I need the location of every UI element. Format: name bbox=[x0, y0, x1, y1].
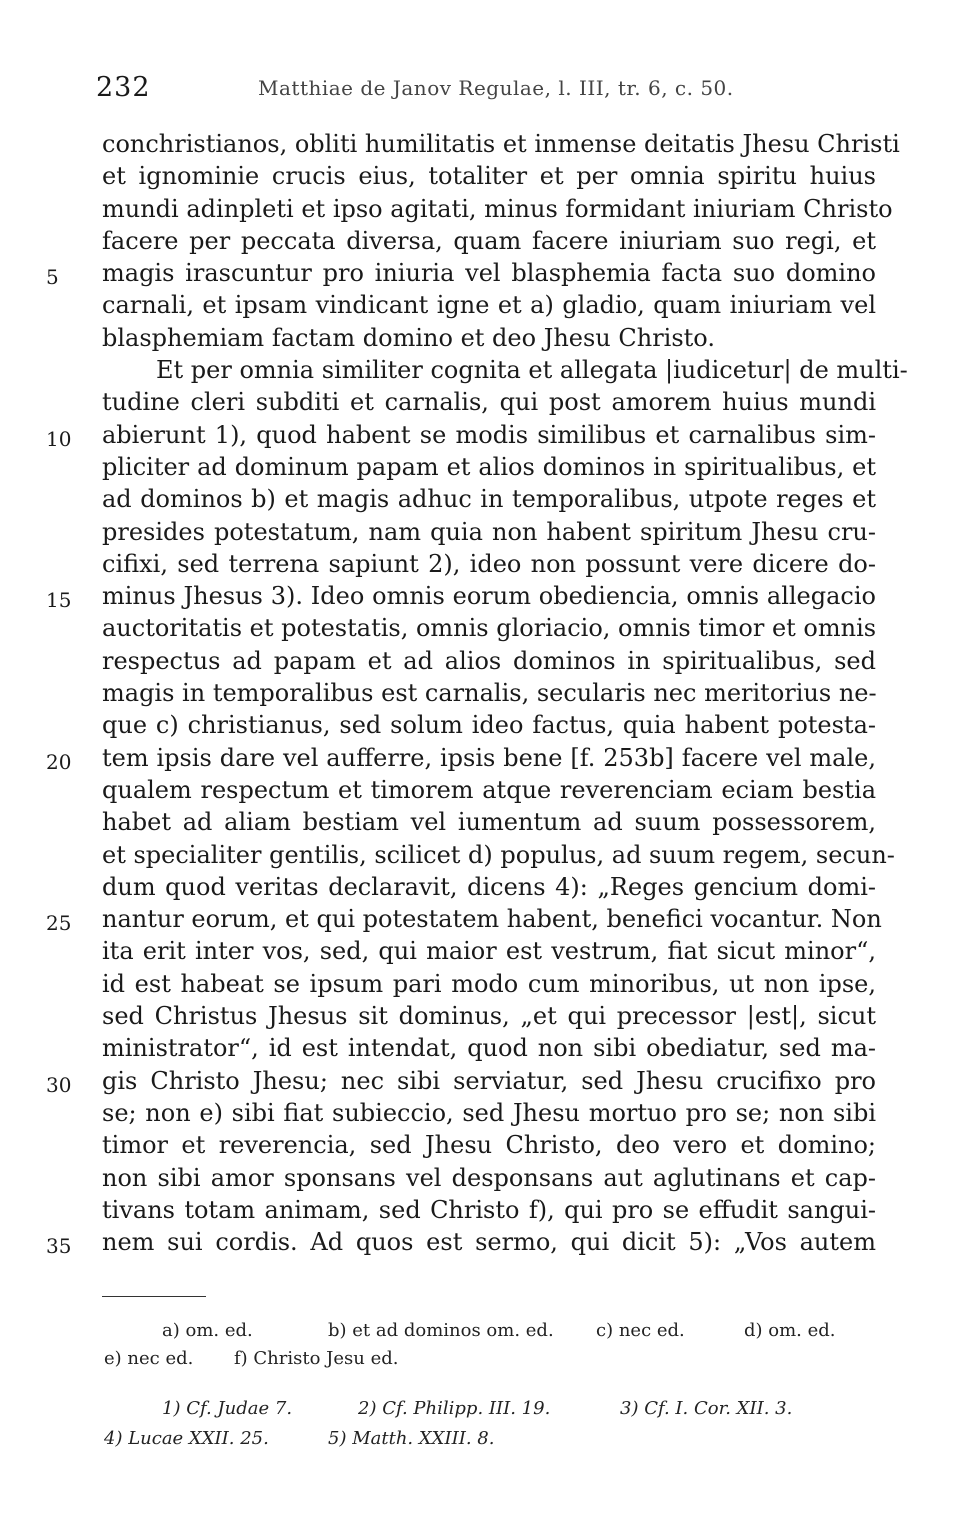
line-text: respectus ad papam et ad alios dominos in spiritualibus, sed bbox=[102, 646, 876, 675]
text-line bbox=[0, 935, 960, 967]
line-text: ita erit inter vos, sed, qui maior est vestrum, fiat sicut minor“, bbox=[102, 937, 876, 966]
source-note: 3) Cf. I. Cor. XII. 3. bbox=[620, 1398, 793, 1419]
text-line bbox=[0, 968, 960, 1000]
text-line bbox=[0, 548, 960, 580]
line-text: sed Christus Jhesus sit dominus, „et qui precessor |est|, sicut bbox=[102, 1002, 876, 1031]
text-line bbox=[0, 1032, 960, 1064]
line-text: ad dominos b) et magis adhuc in temporalibus, utpote reges et bbox=[102, 485, 876, 514]
text-line bbox=[0, 612, 960, 644]
line-text: que c) christianus, sed solum ideo factus, quia habent potesta- bbox=[102, 711, 876, 740]
line-number: 15 bbox=[46, 588, 72, 613]
line-text: timor et reverencia, sed Jhesu Christo, deo vero et domino; bbox=[102, 1131, 876, 1160]
source-note: 5) Matth. XXIII. 8. bbox=[328, 1428, 495, 1449]
line-number: 20 bbox=[46, 749, 72, 774]
critical-note: b) et ad dominos om. ed. bbox=[328, 1320, 554, 1341]
footnote-rule bbox=[102, 1296, 206, 1297]
page-number: 232 bbox=[96, 72, 151, 103]
text-line bbox=[0, 225, 960, 257]
line-text: cifixi, sed terrena sapiunt 2), ideo non possunt vere dicere do- bbox=[102, 549, 876, 578]
text-line bbox=[0, 1097, 960, 1129]
text-line bbox=[0, 1226, 960, 1258]
line-text: tem ipsis dare vel aufferre, ipsis bene [f. 253b] facere vel male, bbox=[102, 743, 876, 772]
line-number: 30 bbox=[46, 1072, 72, 1097]
line-text: nantur eorum, et qui potestatem habent, benefici vocantur. Non bbox=[102, 905, 882, 934]
text-line bbox=[0, 871, 960, 903]
text-line bbox=[0, 516, 960, 548]
line-text: nem sui cordis. Ad quos est sermo, qui dicit 5): „Vos autem bbox=[102, 1228, 876, 1257]
text-line bbox=[0, 289, 960, 321]
text-line bbox=[0, 1194, 960, 1226]
text-line bbox=[0, 903, 960, 935]
text-line bbox=[0, 839, 960, 871]
text-line bbox=[0, 677, 960, 709]
line-text: gis Christo Jhesu; nec sibi serviatur, sed Jhesu crucifixo pro bbox=[102, 1066, 876, 1095]
text-line bbox=[0, 645, 960, 677]
critical-note: a) om. ed. bbox=[162, 1320, 253, 1341]
line-number: 35 bbox=[46, 1234, 72, 1259]
line-text: ministrator“, id est intendat, quod non sibi obediatur, sed ma- bbox=[102, 1034, 876, 1063]
critical-note: e) nec ed. bbox=[104, 1348, 194, 1369]
text-line bbox=[0, 709, 960, 741]
line-text: carnali, et ipsam vindicant igne et a) gladio, quam iniuriam vel bbox=[102, 291, 876, 320]
text-line bbox=[0, 1065, 960, 1097]
line-text: facere per peccata diversa, quam facere iniuriam suo regi, et bbox=[102, 226, 876, 255]
line-text: abierunt 1), quod habent se modis similibus et carnalibus sim- bbox=[102, 420, 876, 449]
text-line bbox=[0, 160, 960, 192]
line-text: habet ad aliam bestiam vel iumentum ad suum possessorem, bbox=[102, 808, 876, 837]
line-text: non sibi amor sponsans vel desponsans aut aglutinans et cap- bbox=[102, 1163, 876, 1192]
line-text: pliciter ad dominum papam et alios dominos in spiritualibus, et bbox=[102, 452, 876, 481]
text-line bbox=[0, 742, 960, 774]
line-text: magis irascuntur pro iniuria vel blasphemia facta suo domino bbox=[102, 259, 876, 288]
line-text: et ignominie crucis eius, totaliter et per omnia spiritu huius bbox=[102, 162, 876, 191]
line-number: 25 bbox=[46, 911, 72, 936]
main-text bbox=[0, 128, 960, 1258]
line-text: et specialiter gentilis, scilicet d) populus, ad suum regem, secun- bbox=[102, 840, 895, 869]
text-line bbox=[0, 1000, 960, 1032]
text-line bbox=[0, 419, 960, 451]
text-line bbox=[0, 257, 960, 289]
text-line bbox=[0, 774, 960, 806]
line-text: auctoritatis et potestatis, omnis gloriacio, omnis timor et omnis bbox=[102, 614, 877, 643]
source-note: 2) Cf. Philipp. III. 19. bbox=[358, 1398, 551, 1419]
line-text: blasphemiam factam domino et deo Jhesu Christo. bbox=[102, 323, 715, 352]
line-text: conchristianos, obliti humilitatis et inmense deitatis Jhesu Christi bbox=[102, 130, 900, 158]
source-note: 1) Cf. Judae 7. bbox=[162, 1398, 293, 1419]
line-text: qualem respectum et timorem atque reverenciam eciam bestia bbox=[102, 775, 876, 804]
text-line bbox=[0, 128, 960, 160]
critical-note: c) nec ed. bbox=[596, 1320, 685, 1341]
text-line bbox=[0, 483, 960, 515]
text-line bbox=[0, 451, 960, 483]
text-line bbox=[0, 354, 960, 386]
line-number: 5 bbox=[46, 265, 59, 290]
line-text: se; non e) sibi fiat subieccio, sed Jhesu mortuo pro se; non sibi bbox=[102, 1098, 876, 1127]
line-text: Et per omnia similiter cognita et allegata |iudicetur| de multi- bbox=[156, 356, 908, 385]
line-text: dum quod veritas declaravit, dicens 4): „Reges gencium domi- bbox=[102, 872, 876, 901]
critical-note: f) Christo Jesu ed. bbox=[234, 1348, 399, 1369]
line-text: magis in temporalibus est carnalis, secularis nec meritorius ne- bbox=[102, 679, 877, 708]
text-line bbox=[0, 386, 960, 418]
line-text: mundi adinpleti et ipso agitati, minus formidant iniuriam Christo bbox=[102, 194, 893, 223]
running-title: Matthiae de Janov Regulae, l. III, tr. 6, c. 50. bbox=[258, 76, 734, 100]
text-line bbox=[0, 580, 960, 612]
line-text: presides potestatum, nam quia non habent spiritum Jhesu cru- bbox=[102, 517, 876, 546]
line-text: id est habeat se ipsum pari modo cum minoribus, ut non ipse, bbox=[102, 969, 876, 998]
text-line bbox=[0, 322, 960, 354]
text-line bbox=[0, 806, 960, 838]
page-header bbox=[96, 72, 876, 112]
line-text: tivans totam animam, sed Christo f), qui pro se effudit sangui- bbox=[102, 1195, 876, 1224]
source-note: 4) Lucae XXII. 25. bbox=[104, 1428, 269, 1449]
line-number: 10 bbox=[46, 426, 72, 451]
text-line bbox=[0, 1162, 960, 1194]
text-line bbox=[0, 1129, 960, 1161]
text-line bbox=[0, 193, 960, 225]
critical-note: d) om. ed. bbox=[744, 1320, 836, 1341]
line-text: tudine cleri subditi et carnalis, qui post amorem huius mundi bbox=[102, 388, 876, 417]
line-text: minus Jhesus 3). Ideo omnis eorum obediencia, omnis allegacio bbox=[102, 582, 876, 611]
